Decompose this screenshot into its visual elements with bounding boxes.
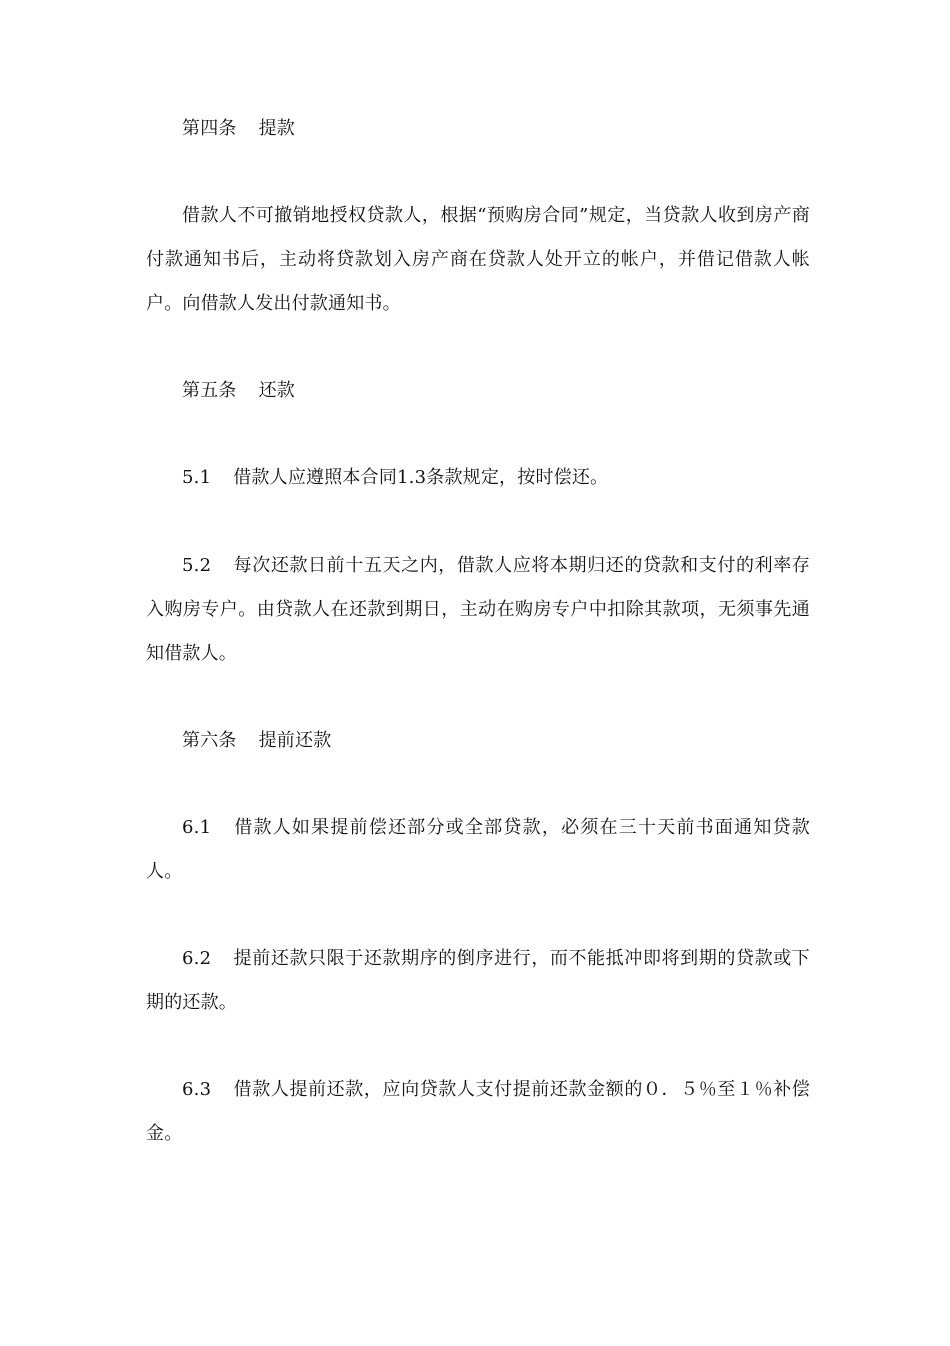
clause-5-1 [146, 456, 810, 500]
article-6-heading [146, 719, 810, 763]
clause-number: 6.3 [182, 1079, 212, 1100]
article-5-heading [146, 369, 810, 413]
clause-5-2 [146, 544, 810, 676]
article-4-heading [146, 107, 810, 151]
clause-number: 6.2 [182, 948, 212, 969]
article-title: 提前还款 [258, 730, 332, 751]
article-4-paragraph: 借款人不可撤销地授权贷款人，根据“预购房合同”规定，当贷款人收到房产商付款通知书后，主动将贷款划入房产商在贷款人处开立的帐户，并借记借款人帐户。向借款人发出付款通知书。 [146, 205, 810, 314]
clause-6-3 [146, 1068, 810, 1156]
clause-text: 每次还款日前十五天之内，借款人应将本期归还的贷款和支付的利率存入购房专户。由贷款人在还款到期日，主动在购房专户中扣除其款项，无须事先通知借款人。 [146, 555, 810, 664]
clause-number: 5.2 [182, 555, 212, 576]
clause-text: 提前还款只限于还款期序的倒序进行，而不能抵冲即将到期的贷款或下期的还款。 [146, 948, 810, 1013]
clause-6-1 [146, 806, 810, 894]
article-title: 还款 [258, 380, 296, 401]
clause-6-2 [146, 937, 810, 1025]
clause-text: 借款人如果提前偿还部分或全部贷款，必须在三十天前书面通知贷款人。 [146, 817, 810, 882]
article-number: 第四条 [182, 118, 237, 139]
article-number: 第六条 [182, 730, 237, 751]
article-number: 第五条 [182, 380, 237, 401]
clause-text: 借款人应遵照本合同1.3条款规定，按时偿还。 [233, 467, 609, 488]
article-title: 提款 [258, 118, 296, 139]
clause-text: 借款人提前还款，应向贷款人支付提前还款金额的０．５％至１％补偿金。 [146, 1079, 810, 1144]
clause-number: 6.1 [182, 817, 212, 838]
clause-number: 5.1 [182, 467, 212, 488]
